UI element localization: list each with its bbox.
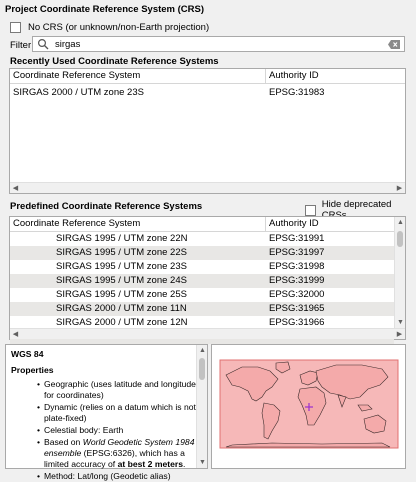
search-icon <box>37 38 49 50</box>
predefined-table-header <box>10 217 394 232</box>
properties-list <box>44 379 207 482</box>
crs-name: SIRGAS 1995 / UTM zone 22S <box>56 247 187 258</box>
column-header-authority[interactable]: Authority ID <box>269 70 319 81</box>
scroll-left-icon[interactable]: ◀ <box>12 184 19 192</box>
table-row[interactable] <box>10 288 394 302</box>
table-row[interactable] <box>10 302 394 316</box>
crs-name: SIRGAS 1995 / UTM zone 25S <box>56 289 187 300</box>
column-header-authority[interactable]: Authority ID <box>269 218 319 229</box>
authority-id: EPSG:31991 <box>269 233 325 244</box>
crs-name: SIRGAS 1995 / UTM zone 24S <box>56 275 187 286</box>
scroll-right-icon[interactable]: ▶ <box>396 184 403 192</box>
vertical-scrollbar[interactable] <box>196 345 207 468</box>
crs-name: SIRGAS 1995 / UTM zone 23S <box>56 261 187 272</box>
table-row[interactable] <box>10 260 394 274</box>
scroll-up-icon[interactable]: ▲ <box>397 219 404 226</box>
authority-id: EPSG:31997 <box>269 247 325 258</box>
scroll-up-icon[interactable]: ▲ <box>199 347 206 354</box>
table-row[interactable] <box>10 86 405 100</box>
page-title: Project Coordinate Reference System (CRS) <box>5 4 205 15</box>
list-item: • Method: Lat/long (Geodetic alias) <box>44 471 207 482</box>
list-item: • Based on World Geodetic System 1984 ensemble (EPSG:6326), which has a limited accuracy of at best 2 meters. <box>44 437 207 470</box>
recent-crs-title: Recently Used Coordinate Reference Systems <box>10 56 219 67</box>
predefined-crs-title: Predefined Coordinate Reference Systems <box>10 201 203 212</box>
predefined-crs-table[interactable] <box>9 216 406 340</box>
crs-details-panel <box>5 344 208 481</box>
properties-heading: Properties <box>11 365 54 375</box>
table-row[interactable] <box>10 274 394 288</box>
scroll-down-icon[interactable]: ▼ <box>397 319 404 326</box>
world-map-image <box>212 345 405 468</box>
no-crs-label: No CRS (or unknown/non-Earth projection) <box>28 22 210 33</box>
crs-name: SIRGAS 2000 / UTM zone 23S <box>13 87 144 98</box>
scroll-right-icon[interactable]: ▶ <box>396 330 403 338</box>
no-crs-checkbox[interactable] <box>10 22 21 33</box>
hide-deprecated-checkbox[interactable] <box>305 205 316 216</box>
crs-name: SIRGAS 1995 / UTM zone 22N <box>56 233 188 244</box>
recent-crs-table[interactable] <box>9 68 406 194</box>
scroll-left-icon[interactable]: ◀ <box>12 330 19 338</box>
crs-name: SIRGAS 2000 / UTM zone 12N <box>56 317 188 328</box>
authority-id: EPSG:31999 <box>269 275 325 286</box>
list-item: • Geographic (uses latitude and longitude for coordinates) <box>44 379 207 401</box>
filter-input[interactable]: sirgas <box>55 38 81 50</box>
filter-field[interactable] <box>32 36 405 52</box>
filter-label: Filter <box>10 40 32 51</box>
authority-id: EPSG:32000 <box>269 289 325 300</box>
crs-name-heading: WGS 84 <box>11 349 44 359</box>
crs-extent-map <box>211 344 406 469</box>
scrollbar-thumb[interactable] <box>397 231 403 247</box>
crs-name: SIRGAS 2000 / UTM zone 11N <box>56 303 187 314</box>
authority-id: EPSG:31965 <box>269 303 325 314</box>
list-item: • Dynamic (relies on a datum which is not plate-fixed) <box>44 402 207 424</box>
list-item: • Celestial body: Earth <box>44 425 207 436</box>
horizontal-scrollbar[interactable] <box>10 182 405 193</box>
horizontal-scrollbar[interactable] <box>10 328 405 339</box>
vertical-scrollbar[interactable] <box>394 217 405 328</box>
table-row[interactable] <box>10 232 394 246</box>
column-header-crs[interactable]: Coordinate Reference System <box>10 69 266 83</box>
hide-deprecated-label: Hide deprecated <box>321 199 392 210</box>
no-crs-option[interactable] <box>10 22 209 33</box>
table-row[interactable] <box>10 246 394 260</box>
scroll-down-icon[interactable]: ▼ <box>199 459 206 466</box>
scrollbar-thumb[interactable] <box>199 358 205 380</box>
authority-id: EPSG:31966 <box>269 317 325 328</box>
clear-icon[interactable] <box>388 40 400 49</box>
column-header-crs[interactable]: Coordinate Reference System <box>10 217 266 231</box>
recent-table-header <box>10 69 405 84</box>
authority-id: EPSG:31983 <box>269 87 325 98</box>
authority-id: EPSG:31998 <box>269 261 325 272</box>
